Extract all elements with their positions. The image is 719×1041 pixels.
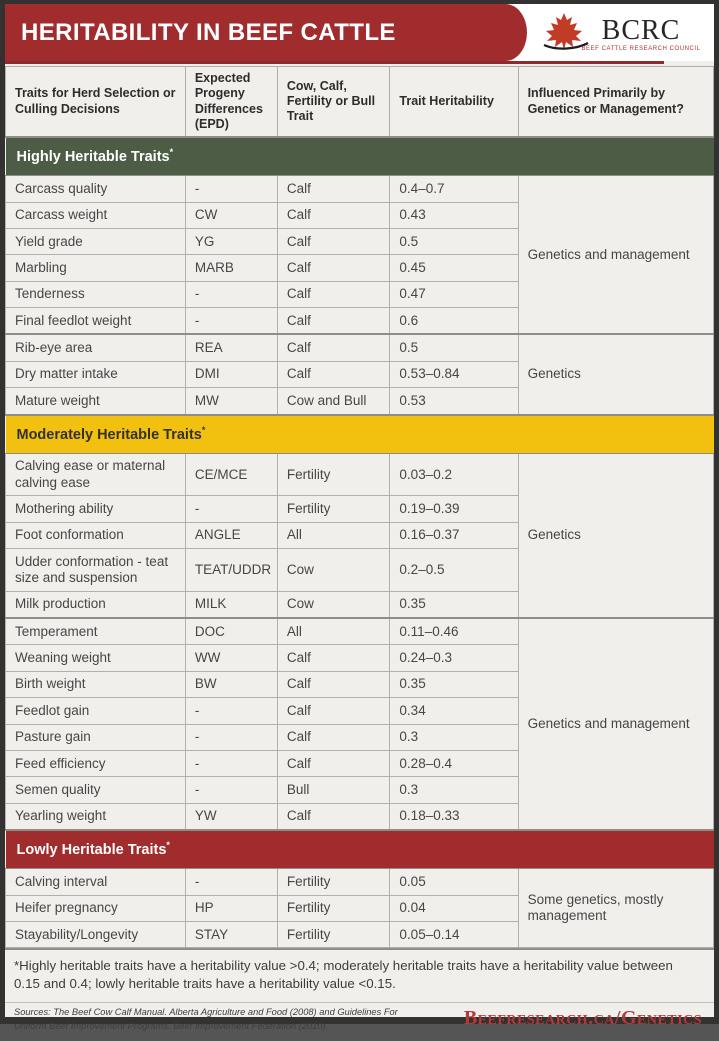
heritability-cell: 0.43: [390, 202, 518, 228]
header: [5, 4, 714, 61]
trait-group-cell: Calf: [277, 724, 390, 750]
trait-cell: Marbling: [6, 255, 186, 281]
influence-cell: Genetics: [518, 453, 713, 618]
trait-group-cell: Bull: [277, 777, 390, 803]
sources-text: Sources: The Beef Cow Calf Manual. Alberta Agriculture and Food (2008) and Guidelines For Uniform Beef Improvement Programs. Beef Improvement Federation (2010).: [14, 1005, 414, 1034]
heritability-cell: 0.47: [390, 281, 518, 307]
epd-cell: WW: [185, 645, 277, 671]
trait-cell: Final feedlot weight: [6, 308, 186, 335]
section-band: [6, 137, 714, 176]
epd-cell: STAY: [185, 922, 277, 948]
trait-cell: Dry matter intake: [6, 361, 186, 387]
heritability-cell: 0.5: [390, 228, 518, 254]
heritability-cell: 0.4–0.7: [390, 176, 518, 202]
trait-cell: Milk production: [6, 591, 186, 618]
trait-group-cell: Fertility: [277, 496, 390, 522]
heritability-cell: 0.19–0.39: [390, 496, 518, 522]
trait-group-cell: Cow: [277, 549, 390, 592]
trait-cell: Tenderness: [6, 281, 186, 307]
trait-cell: Yearling weight: [6, 803, 186, 830]
trait-group-cell: Calf: [277, 176, 390, 202]
table-header: [6, 67, 714, 138]
trait-cell: Yield grade: [6, 228, 186, 254]
trait-group-cell: Fertility: [277, 895, 390, 921]
trait-group-cell: Calf: [277, 361, 390, 387]
heritability-cell: 0.03–0.2: [390, 453, 518, 496]
trait-group-cell: Fertility: [277, 453, 390, 496]
page-title: HERITABILITY IN BEEF CATTLE: [21, 19, 396, 47]
trait-group-cell: Cow and Bull: [277, 388, 390, 415]
trait-group-cell: Calf: [277, 803, 390, 830]
epd-cell: -: [185, 281, 277, 307]
heritability-cell: 0.5: [390, 334, 518, 361]
trait-group-cell: Fertility: [277, 922, 390, 948]
trait-cell: Birth weight: [6, 671, 186, 697]
trait-cell: Feed efficiency: [6, 750, 186, 776]
heritability-cell: 0.35: [390, 671, 518, 697]
column-header-influence: Influenced Primarily by Genetics or Management?: [518, 67, 713, 138]
trait-cell: Semen quality: [6, 777, 186, 803]
table-row: [6, 869, 714, 895]
footnote-asterisk: *: [202, 425, 206, 435]
heritability-cell: 0.53–0.84: [390, 361, 518, 387]
maple-leaf-icon: [541, 12, 589, 52]
page: [5, 4, 714, 1017]
table-row: [6, 618, 714, 645]
heritability-cell: 0.28–0.4: [390, 750, 518, 776]
trait-group-cell: Calf: [277, 202, 390, 228]
trait-cell: Weaning weight: [6, 645, 186, 671]
website-link[interactable]: Beefresearch.ca/Genetics: [464, 1007, 702, 1030]
section-band-label: Moderately Heritable Traits: [17, 426, 202, 442]
epd-cell: CE/MCE: [185, 453, 277, 496]
epd-cell: -: [185, 176, 277, 202]
trait-cell: Heifer pregnancy: [6, 895, 186, 921]
trait-group-cell: Calf: [277, 255, 390, 281]
epd-cell: HP: [185, 895, 277, 921]
trait-group-cell: Calf: [277, 750, 390, 776]
table-row: [6, 176, 714, 202]
epd-cell: -: [185, 777, 277, 803]
trait-cell: Carcass quality: [6, 176, 186, 202]
epd-cell: YG: [185, 228, 277, 254]
epd-cell: ANGLE: [185, 522, 277, 548]
trait-group-cell: Calf: [277, 698, 390, 724]
trait-group-cell: Calf: [277, 281, 390, 307]
trait-group-cell: Fertility: [277, 869, 390, 895]
heritability-cell: 0.04: [390, 895, 518, 921]
epd-cell: TEAT/UDDR: [185, 549, 277, 592]
trait-cell: Calving interval: [6, 869, 186, 895]
column-header-traits: Traits for Herd Selection or Culling Decisions: [6, 67, 186, 138]
table-body: [6, 137, 714, 948]
column-header-epd: Expected Progeny Differences (EPD): [185, 67, 277, 138]
epd-cell: REA: [185, 334, 277, 361]
section-band-label: Highly Heritable Traits: [17, 149, 170, 165]
heritability-cell: 0.34: [390, 698, 518, 724]
trait-cell: Calving ease or maternal calving ease: [6, 453, 186, 496]
epd-cell: -: [185, 869, 277, 895]
trait-cell: Udder conformation - teat size and suspension: [6, 549, 186, 592]
epd-cell: MW: [185, 388, 277, 415]
trait-group-cell: Calf: [277, 645, 390, 671]
bottom-bar: [5, 1003, 714, 1041]
heritability-cell: 0.2–0.5: [390, 549, 518, 592]
epd-cell: CW: [185, 202, 277, 228]
trait-group-cell: All: [277, 618, 390, 645]
heritability-cell: 0.05–0.14: [390, 922, 518, 948]
table-row: [6, 453, 714, 496]
epd-cell: MARB: [185, 255, 277, 281]
footnote-asterisk: *: [166, 840, 170, 850]
heritability-cell: 0.11–0.46: [390, 618, 518, 645]
influence-cell: Genetics and management: [518, 618, 713, 830]
section-band: [6, 415, 714, 454]
trait-cell: Stayability/Longevity: [6, 922, 186, 948]
epd-cell: DMI: [185, 361, 277, 387]
section-band: [6, 830, 714, 869]
trait-cell: Pasture gain: [6, 724, 186, 750]
bcrc-subtitle: BEEF CATTLE RESEARCH COUNCIL: [582, 46, 701, 52]
header-divider: [5, 61, 664, 64]
trait-cell: Carcass weight: [6, 202, 186, 228]
influence-cell: Some genetics, mostly management: [518, 869, 713, 948]
heritability-cell: 0.35: [390, 591, 518, 618]
heritability-cell: 0.24–0.3: [390, 645, 518, 671]
table-row: [6, 334, 714, 361]
trait-group-cell: Calf: [277, 671, 390, 697]
bcrc-acronym: BCRC: [602, 17, 681, 45]
footnote: *Highly heritable traits have a heritability value >0.4; moderately heritable traits have a heritability value between 0.15 and 0.4; lowly heritable traits have a heritability value <0.15.: [5, 948, 714, 1002]
trait-cell: Mothering ability: [6, 496, 186, 522]
trait-cell: Rib-eye area: [6, 334, 186, 361]
heritability-cell: 0.6: [390, 308, 518, 335]
heritability-cell: 0.18–0.33: [390, 803, 518, 830]
epd-cell: -: [185, 750, 277, 776]
trait-group-cell: All: [277, 522, 390, 548]
heritability-cell: 0.3: [390, 724, 518, 750]
trait-group-cell: Calf: [277, 228, 390, 254]
influence-cell: Genetics: [518, 334, 713, 414]
heritability-cell: 0.45: [390, 255, 518, 281]
epd-cell: YW: [185, 803, 277, 830]
trait-cell: Foot conformation: [6, 522, 186, 548]
column-header-group: Cow, Calf, Fertility or Bull Trait: [277, 67, 390, 138]
trait-group-cell: Cow: [277, 591, 390, 618]
footnote-asterisk: *: [170, 147, 174, 157]
heritability-cell: 0.53: [390, 388, 518, 415]
title-banner: [5, 4, 527, 61]
trait-cell: Mature weight: [6, 388, 186, 415]
epd-cell: MILK: [185, 591, 277, 618]
column-header-heritability: Trait Heritability: [390, 67, 518, 138]
heritability-cell: 0.3: [390, 777, 518, 803]
epd-cell: BW: [185, 671, 277, 697]
heritability-cell: 0.16–0.37: [390, 522, 518, 548]
trait-cell: Feedlot gain: [6, 698, 186, 724]
heritability-cell: 0.05: [390, 869, 518, 895]
epd-cell: DOC: [185, 618, 277, 645]
epd-cell: -: [185, 496, 277, 522]
trait-group-cell: Calf: [277, 308, 390, 335]
epd-cell: -: [185, 698, 277, 724]
influence-cell: Genetics and management: [518, 176, 713, 335]
heritability-table: [5, 66, 714, 948]
bcrc-logo: [527, 4, 714, 61]
trait-group-cell: Calf: [277, 334, 390, 361]
section-band-label: Lowly Heritable Traits: [17, 842, 167, 858]
epd-cell: -: [185, 308, 277, 335]
epd-cell: -: [185, 724, 277, 750]
trait-cell: Temperament: [6, 618, 186, 645]
